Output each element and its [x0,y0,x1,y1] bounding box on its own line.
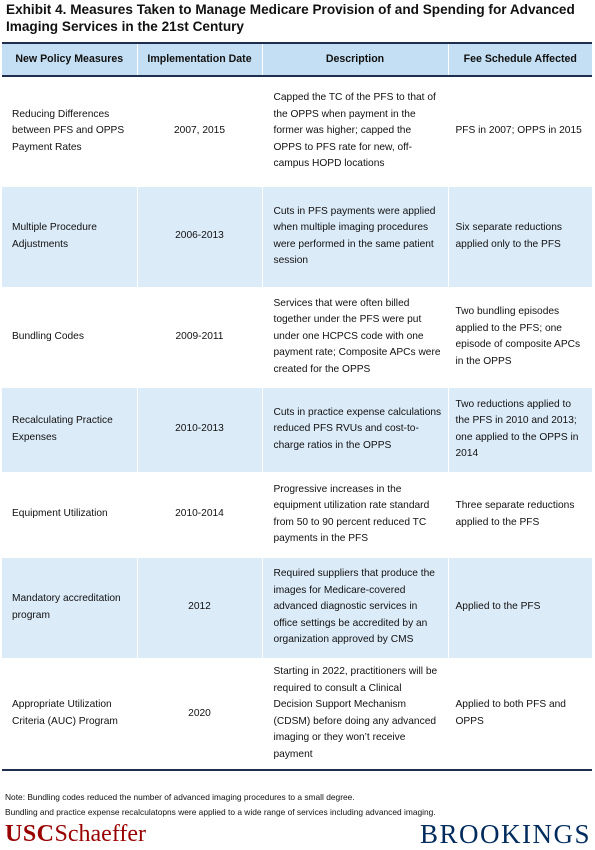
table-note: Bundling and practice expense recalculatopns were applied to a wide range of services including advanced imaging. [5,807,436,817]
fee-schedule-cell: Applied to the PFS [448,557,592,658]
implementation-date-cell: 2020 [137,658,262,770]
brookings-logo: BROOKINGS [419,819,591,849]
schaeffer-logo-text: Schaeffer [54,821,147,847]
implementation-date-cell: 2007, 2015 [137,76,262,186]
table-row [2,472,592,557]
exhibit-title: Exhibit 4. Measures Taken to Manage Medicare Provision of and Spending for Advanced Imaging Services in the 21st Century [6,2,575,34]
policy-measure-cell: Mandatory accreditation program [2,557,137,658]
description-cell: Capped the TC of the PFS to that of the OPPS when payment in the former was higher; capped the OPPS to PFS rate for new, off-campus HOPD locations [262,76,448,186]
description-cell: Cuts in PFS payments were applied when multiple imaging procedures were performed in the same patient session [262,186,448,287]
description-cell: Progressive increases in the equipment utilization rate standard from 50 to 90 percent reduced TC payments in the PFS [262,472,448,557]
implementation-date-cell: 2006-2013 [137,186,262,287]
implementation-date-cell: 2009-2011 [137,287,262,387]
table-note: Note: Bundling codes reduced the number of advanced imaging procedures to a small degree. [5,792,355,802]
column-header-fee-schedule: Fee Schedule Affected [448,43,592,76]
implementation-date-cell: 2010-2013 [137,387,262,472]
policy-measure-cell: Recalculating Practice Expenses [2,387,137,472]
policy-measures-table [2,42,592,771]
table-row [2,287,592,387]
description-cell: Required suppliers that produce the images for Medicare-covered advanced diagnostic services in office settings be accredited by an organization approved by CMS [262,557,448,658]
column-header-description: Description [262,43,448,76]
fee-schedule-cell: Six separate reductions applied only to the PFS [448,186,592,287]
policy-measure-cell: Appropriate Utilization Criteria (AUC) Program [2,658,137,770]
policy-measure-cell: Equipment Utilization [2,472,137,557]
usc-logo-text: USC [5,821,55,847]
table-row [2,186,592,287]
policy-measure-cell: Reducing Differences between PFS and OPPS Payment Rates [2,76,137,186]
fee-schedule-cell: PFS in 2007; OPPS in 2015 [448,76,592,186]
fee-schedule-cell: Two bundling episodes applied to the PFS; one episode of composite APCs in the OPPS [448,287,592,387]
implementation-date-cell: 2010-2014 [137,472,262,557]
table-row [2,387,592,472]
description-cell: Services that were often billed together under the PFS were put under one HCPCS code with one payment rate; Composite APCs were created for the OPPS [262,287,448,387]
description-cell: Starting in 2022, practitioners will be required to consult a Clinical Decision Support Mechanism (CDSM) before doing any advanced imaging or they won’t receive payment [262,658,448,770]
column-header-measures: New Policy Measures [2,43,137,76]
table-row [2,76,592,186]
description-cell: Cuts in practice expense calculations reduced PFS RVUs and cost-to-charge ratios in the OPPS [262,387,448,472]
fee-schedule-cell: Applied to both PFS and OPPS [448,658,592,770]
implementation-date-cell: 2012 [137,557,262,658]
policy-measure-cell: Bundling Codes [2,287,137,387]
policy-measure-cell: Multiple Procedure Adjustments [2,186,137,287]
usc-schaeffer-logo [5,820,146,848]
fee-schedule-cell: Two reductions applied to the PFS in 2010 and 2013; one applied to the OPPS in 2014 [448,387,592,472]
fee-schedule-cell: Three separate reductions applied to the PFS [448,472,592,557]
table-row [2,658,592,770]
table-row [2,557,592,658]
table-header-row [2,43,592,76]
column-header-date: Implementation Date [137,43,262,76]
